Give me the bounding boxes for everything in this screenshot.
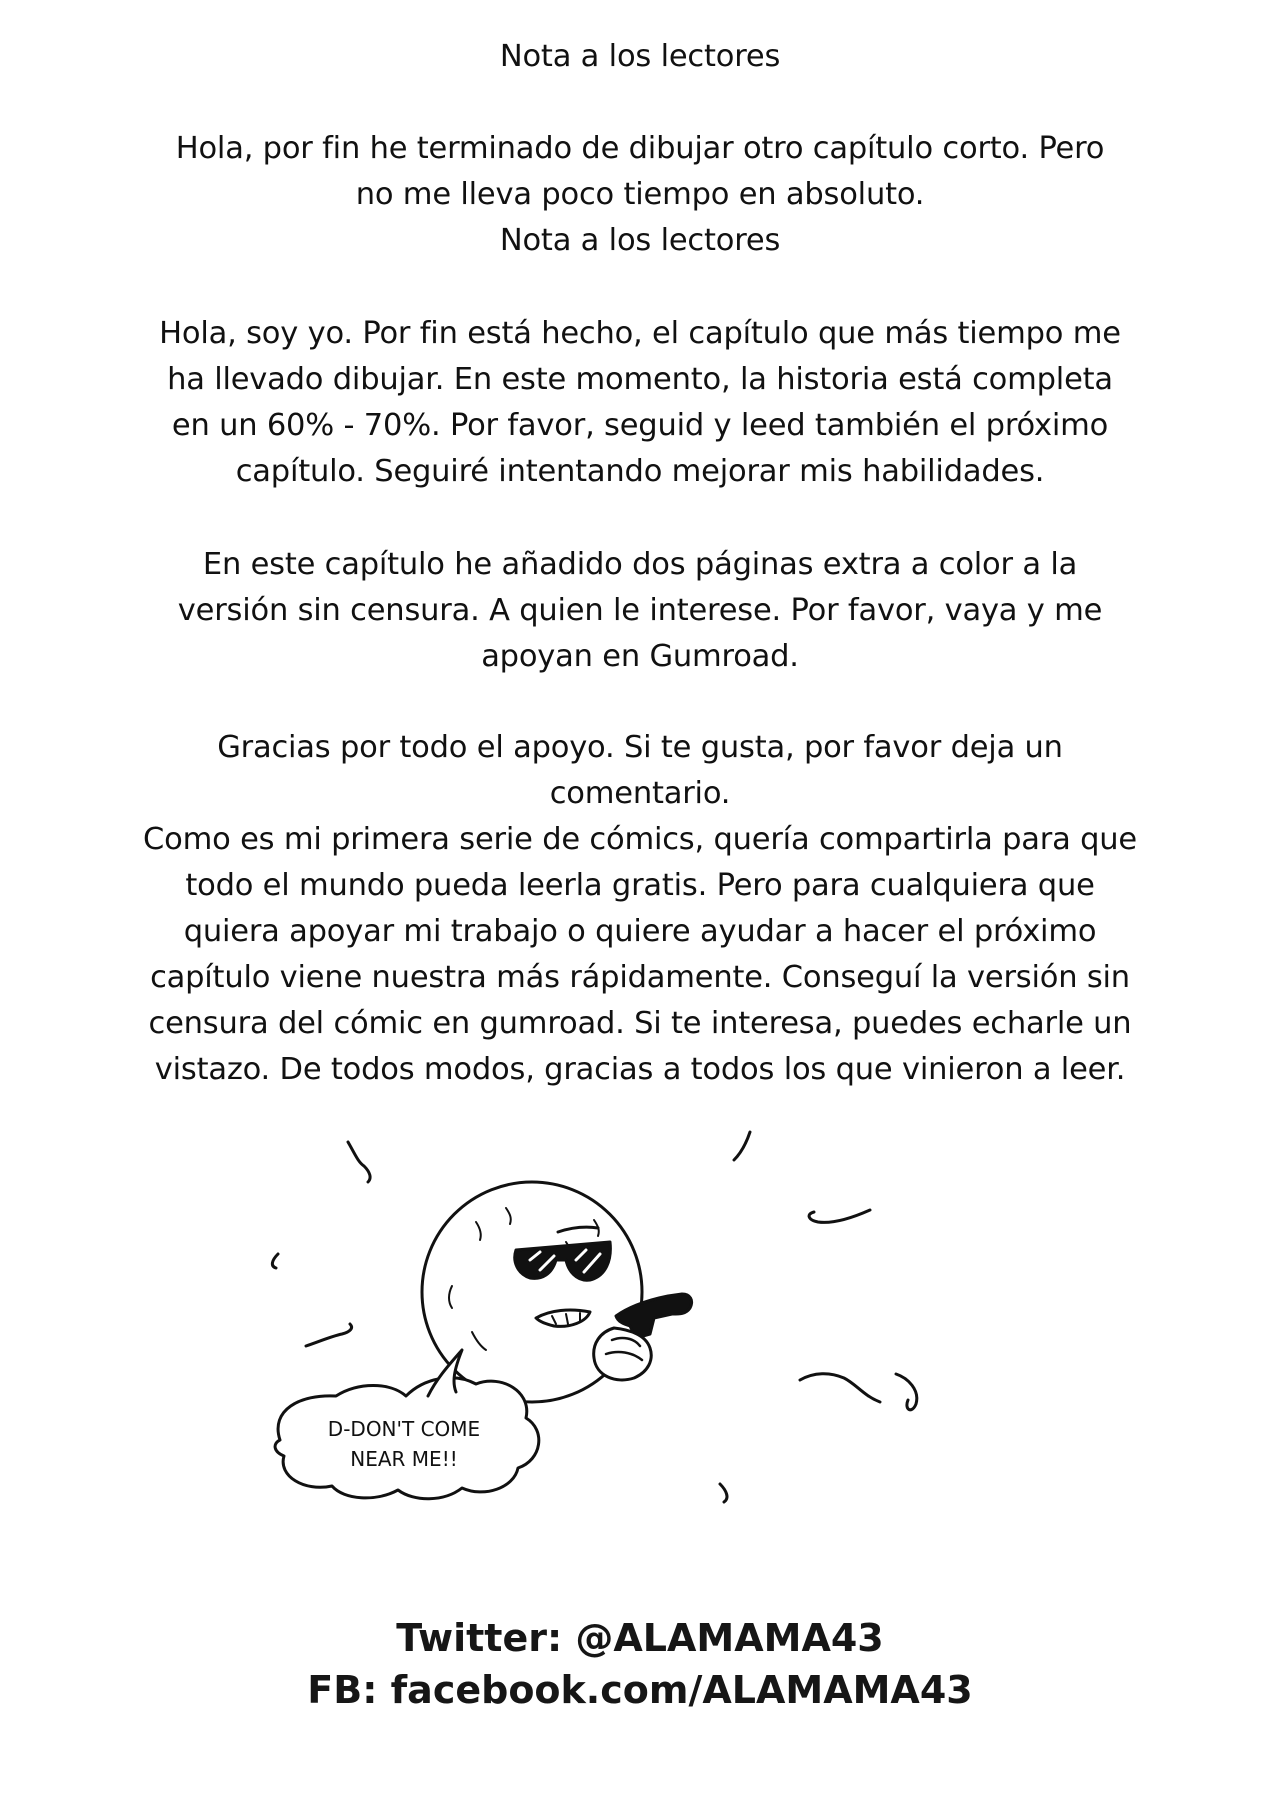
sweat-mark bbox=[348, 1142, 370, 1182]
sweat-mark bbox=[272, 1254, 278, 1268]
note-paragraph-1 bbox=[90, 126, 1190, 264]
sweat-mark bbox=[800, 1374, 880, 1402]
note-line: quiera apoyar mi trabajo o quiere ayudar a hacer el próximo bbox=[183, 914, 1097, 949]
sweat-mark bbox=[720, 1484, 727, 1502]
note-paragraph-2 bbox=[90, 311, 1190, 495]
facebook-line bbox=[0, 1666, 1280, 1714]
note-line: apoyan en Gumroad. bbox=[481, 639, 799, 674]
note-line: ha llevado dibujar. En este momento, la historia está completa bbox=[167, 362, 1113, 397]
note-line: versión sin censura. A quien le interese. Por favor, vaya y me bbox=[177, 593, 1103, 628]
note-line: comentario. bbox=[549, 776, 731, 811]
note-line: Hola, soy yo. Por fin está hecho, el capítulo que más tiempo me bbox=[159, 316, 1121, 351]
sweating-character-illustration bbox=[240, 1110, 1020, 1530]
note-line: vistazo. De todos modos, gracias a todos los que vinieron a leer. bbox=[154, 1052, 1126, 1087]
speech-line-1: D-DON'T COME bbox=[327, 1417, 481, 1441]
sweat-mark bbox=[734, 1132, 750, 1160]
note-line: en un 60% - 70%. Por favor, seguid y leed también el próximo bbox=[171, 408, 1109, 443]
note-paragraph-4 bbox=[90, 725, 1190, 1093]
sweat-mark bbox=[809, 1210, 870, 1222]
facebook-label: FB: bbox=[307, 1668, 378, 1712]
speech-line-2: NEAR ME!! bbox=[350, 1447, 458, 1471]
note-line: Gracias por todo el apoyo. Si te gusta, por favor deja un bbox=[217, 730, 1063, 765]
note-title-2: Nota a los lectores bbox=[499, 223, 781, 258]
note-line: censura del cómic en gumroad. Si te interesa, puedes echarle un bbox=[148, 1006, 1132, 1041]
sweat-mark bbox=[896, 1374, 917, 1410]
hand bbox=[594, 1328, 652, 1380]
note-line: En este capítulo he añadido dos páginas extra a color a la bbox=[202, 547, 1078, 582]
note-line: todo el mundo pueda leerla gratis. Pero para cualquiera que bbox=[185, 868, 1095, 903]
note-title-1 bbox=[90, 34, 1190, 80]
facebook-url[interactable]: facebook.com/ALAMAMA43 bbox=[390, 1668, 973, 1712]
note-line: Como es mi primera serie de cómics, quería compartirla para que bbox=[143, 822, 1137, 857]
note-line: Hola, por fin he terminado de dibujar otro capítulo corto. Pero bbox=[175, 131, 1105, 166]
twitter-line bbox=[0, 1614, 1280, 1662]
twitter-label: Twitter: bbox=[396, 1616, 563, 1660]
twitter-handle[interactable]: @ALAMAMA43 bbox=[575, 1616, 884, 1660]
note-line: capítulo viene nuestra más rápidamente. Conseguí la versión sin bbox=[150, 960, 1130, 995]
note-title-text: Nota a los lectores bbox=[499, 39, 781, 74]
sweat-mark bbox=[306, 1324, 352, 1346]
note-line: capítulo. Seguiré intentando mejorar mis habilidades. bbox=[235, 454, 1045, 489]
note-line: no me lleva poco tiempo en absoluto. bbox=[355, 177, 925, 212]
note-paragraph-3 bbox=[90, 542, 1190, 680]
